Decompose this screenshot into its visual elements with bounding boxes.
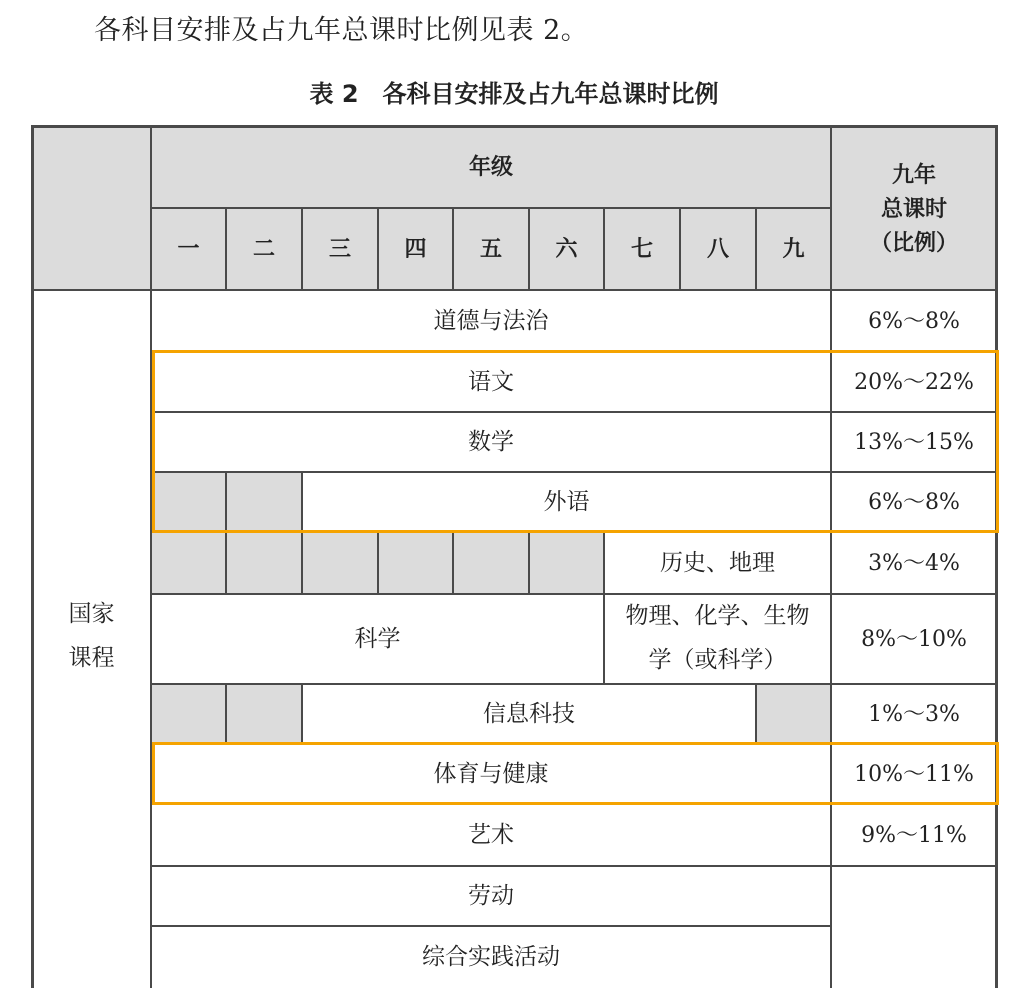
grade-6: 六 [555, 236, 578, 262]
total-header [831, 140, 997, 280]
total-header-line2: 总课时 [880, 196, 947, 222]
grid-line [151, 593, 997, 595]
ratio-cell-merged [831, 866, 997, 988]
subject2-line2: 学（或科学） [648, 647, 787, 673]
subject-cell: 道德与法治 [433, 307, 549, 334]
grade-4: 四 [404, 236, 427, 262]
grade-2: 二 [252, 236, 275, 262]
grid-line [151, 743, 997, 745]
grid-line [151, 411, 997, 413]
grid-line [377, 532, 379, 594]
table-border [31, 125, 34, 988]
grid-line [603, 532, 605, 684]
grid-line [151, 207, 831, 209]
subject-cell: 历史、地理 [660, 549, 775, 576]
subject-cell-secondary [604, 594, 831, 684]
subject-cell: 综合实践活动 [422, 943, 560, 970]
subject-cell: 语文 [468, 368, 514, 395]
grid-line [528, 208, 530, 290]
empty-grade-cell [226, 684, 302, 744]
table-border [31, 125, 998, 128]
total-header-line1: 九年 [891, 162, 936, 188]
grade-8: 八 [706, 236, 729, 262]
ratio-cell: 1%～3% [868, 701, 960, 727]
total-header-line3: （比例） [869, 231, 958, 257]
grid-line [150, 126, 152, 988]
subject-cell: 信息科技 [483, 700, 575, 727]
grid-line [452, 532, 454, 594]
empty-grade-cell [302, 532, 378, 594]
grid-line [225, 472, 227, 532]
grid-line [151, 865, 997, 867]
subject-cell: 劳动 [468, 882, 514, 909]
grid-line [225, 208, 227, 290]
subject-cell: 艺术 [468, 821, 514, 848]
subject-cell: 科学 [354, 625, 401, 652]
grid-line [301, 684, 303, 744]
grade-1: 一 [177, 236, 200, 262]
empty-grade-cell [226, 472, 302, 532]
grid-line [151, 683, 997, 685]
category-cell [32, 290, 151, 988]
category-line2: 课程 [68, 645, 115, 671]
ratio-cell: 9%～11% [861, 822, 967, 848]
empty-grade-cell [756, 684, 831, 744]
grid-line [225, 532, 227, 594]
grid-line [151, 351, 997, 353]
category-line1: 国家 [68, 601, 115, 628]
ratio-cell: 6%～8% [868, 308, 960, 334]
ratio-cell: 13%～15% [854, 429, 974, 455]
subject-cell: 数学 [468, 428, 514, 455]
empty-grade-cell [453, 532, 529, 594]
grid-line [151, 803, 997, 805]
subject-cell: 外语 [543, 488, 590, 515]
ratio-cell: 3%～4% [868, 550, 960, 576]
empty-grade-cell [529, 532, 604, 594]
grid-line [301, 532, 303, 594]
grid-line [755, 208, 757, 290]
empty-grade-cell [378, 532, 453, 594]
empty-grade-cell [226, 532, 302, 594]
grid-line [151, 531, 997, 533]
grid-line [755, 684, 757, 744]
grid-line [528, 532, 530, 594]
grid-line [301, 208, 303, 290]
grid-line [452, 208, 454, 290]
grid-line [225, 684, 227, 744]
table-title: 表 2 各科目安排及占九年总课时比例 [309, 80, 719, 108]
ratio-cell: 6%～8% [868, 489, 960, 515]
grid-line [151, 471, 997, 473]
ratio-cell: 8%～10% [861, 626, 967, 652]
grid-line [301, 472, 303, 532]
empty-grade-cell [151, 532, 226, 594]
subject2-line1: 物理、化学、生物 [625, 603, 810, 630]
grade-7: 七 [630, 236, 653, 262]
grade-9: 九 [782, 236, 805, 262]
corner-cell [32, 126, 151, 290]
intro-text: 各科目安排及占九年总课时比例见表 2。 [94, 15, 589, 46]
grid-line [377, 208, 379, 290]
grid-line [151, 925, 831, 927]
grid-line [679, 208, 681, 290]
subject-cell: 体育与健康 [433, 760, 549, 787]
empty-grade-cell [151, 684, 226, 744]
grade-header: 年级 [468, 154, 513, 180]
table-border [995, 125, 998, 988]
grid-line [603, 208, 605, 290]
grid-line [830, 126, 832, 988]
ratio-cell: 20%～22% [854, 369, 974, 395]
empty-grade-cell [151, 472, 226, 532]
grade-5: 五 [479, 236, 502, 262]
grade-3: 三 [328, 236, 351, 262]
grid-line [32, 289, 997, 291]
ratio-cell: 10%～11% [854, 761, 974, 787]
